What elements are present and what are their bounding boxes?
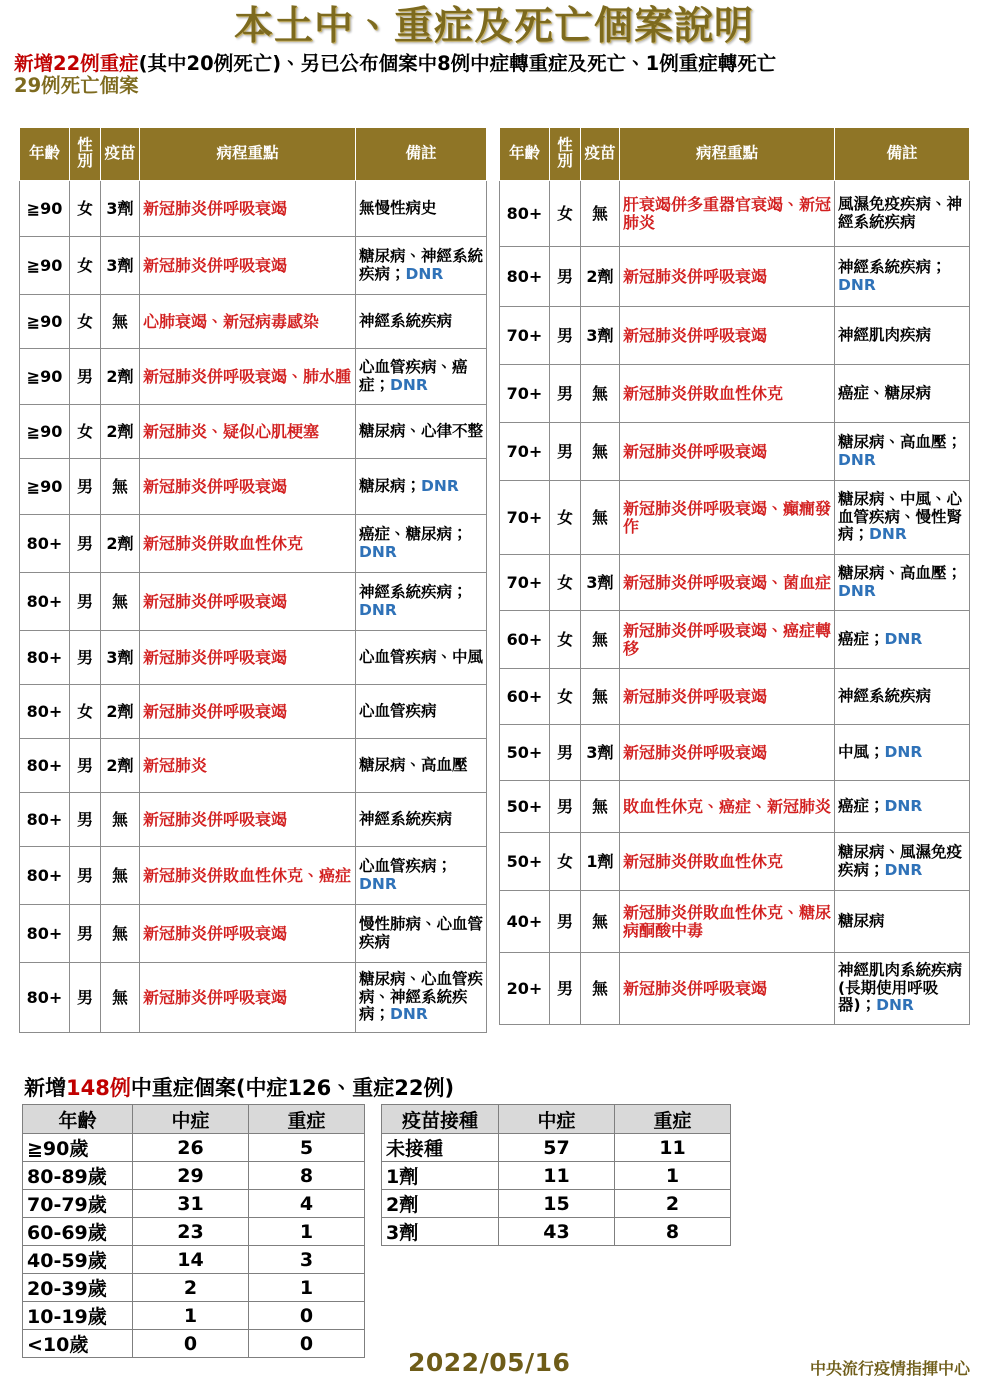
cell-vaccine: 無 <box>581 781 620 833</box>
case-row <box>20 847 487 905</box>
case-row <box>20 685 487 739</box>
case-table-header-row <box>20 128 487 181</box>
col-header-vaccine: 疫苗 <box>101 128 140 181</box>
cell-course: 新冠肺炎、疑似心肌梗塞 <box>140 405 356 459</box>
cell-note: 糖尿病、高血壓；DNR <box>835 423 970 481</box>
cell-course: 新冠肺炎併呼吸衰竭 <box>140 237 356 295</box>
dnr-tag: DNR <box>884 860 923 879</box>
cell-vaccine: 2劑 <box>101 739 140 793</box>
cell-sex: 男 <box>70 793 101 847</box>
age-summary-wrapper <box>22 1104 364 1358</box>
cell-age: 70+ <box>500 365 550 423</box>
cell-note: 神經系統疾病 <box>356 295 487 349</box>
cell-course: 新冠肺炎併呼吸衰竭、菌血症 <box>620 555 835 611</box>
vaccine-summary-row <box>382 1190 731 1218</box>
cell-course: 新冠肺炎併呼吸衰竭 <box>140 685 356 739</box>
cell-sex: 女 <box>70 405 101 459</box>
case-row <box>20 405 487 459</box>
cell-sex: 男 <box>550 725 581 781</box>
case-table-left-body <box>20 181 487 1033</box>
cell-label: 40-59歲 <box>23 1246 133 1274</box>
age-summary-row <box>23 1246 365 1274</box>
cell-age: 80+ <box>20 739 70 793</box>
age-summary-row <box>23 1302 365 1330</box>
cell-sex: 男 <box>550 953 581 1025</box>
cell-note: 糖尿病 <box>835 891 970 953</box>
cell-course: 心肺衰竭、新冠病毒感染 <box>140 295 356 349</box>
cell-age: 50+ <box>500 833 550 891</box>
cell-label: <10歲 <box>23 1330 133 1358</box>
cell-note: 糖尿病、中風、心血管疾病、慢性腎病；DNR <box>835 481 970 555</box>
cell-sex: 女 <box>550 669 581 725</box>
cell-age: ≧90 <box>20 459 70 515</box>
case-row <box>20 631 487 685</box>
cell-note: 心血管疾病；DNR <box>356 847 487 905</box>
cell-label: 3劑 <box>382 1218 499 1246</box>
subtitle-highlight-severe: 新增22例重症 <box>14 51 139 75</box>
cell-label: 未接種 <box>382 1134 499 1162</box>
case-row <box>500 953 970 1025</box>
case-row <box>500 833 970 891</box>
vaccine-summary-table <box>381 1104 731 1246</box>
cell-course: 新冠肺炎併呼吸衰竭 <box>140 905 356 963</box>
cell-age: 80+ <box>20 793 70 847</box>
cell-note: 心血管疾病、癌症；DNR <box>356 349 487 405</box>
cell-course: 新冠肺炎併呼吸衰竭 <box>140 181 356 237</box>
vaccine-summary-body <box>382 1134 731 1246</box>
cell-label: 20-39歲 <box>23 1274 133 1302</box>
vax-col-header-severe: 重症 <box>615 1105 731 1134</box>
cell-age: ≧90 <box>20 181 70 237</box>
footer <box>0 1348 988 1388</box>
cell-severe: 0 <box>249 1302 365 1330</box>
cell-age: ≧90 <box>20 295 70 349</box>
cell-age: 70+ <box>500 423 550 481</box>
case-row <box>20 963 487 1033</box>
cell-vaccine: 無 <box>101 295 140 349</box>
cell-sex: 男 <box>550 365 581 423</box>
cell-label: 60-69歲 <box>23 1218 133 1246</box>
dnr-tag: DNR <box>390 1005 428 1024</box>
vaccine-summary-row <box>382 1218 731 1246</box>
cell-note: 神經肌肉系統疾病(長期使用呼吸器)；DNR <box>835 953 970 1025</box>
cell-vaccine: 3劑 <box>581 555 620 611</box>
cell-note: 神經系統疾病 <box>356 793 487 847</box>
vaccine-summary-row <box>382 1134 731 1162</box>
cell-sex: 男 <box>550 247 581 307</box>
cell-note: 無慢性病史 <box>356 181 487 237</box>
age-summary-row <box>23 1162 365 1190</box>
summary-heading <box>24 1072 454 1102</box>
case-row <box>20 905 487 963</box>
cell-note: 神經系統疾病 <box>835 669 970 725</box>
case-row <box>500 181 970 247</box>
dnr-tag: DNR <box>884 796 923 815</box>
footer-organization: 中央流行疫情指揮中心 <box>809 1359 970 1378</box>
summary-heading-count: 148例 <box>66 1076 131 1100</box>
cell-age: 70+ <box>500 555 550 611</box>
cell-sex: 男 <box>70 631 101 685</box>
dnr-tag: DNR <box>359 600 397 619</box>
cell-moderate: 0 <box>133 1330 249 1358</box>
cell-sex: 女 <box>550 181 581 247</box>
cell-moderate: 26 <box>133 1134 249 1162</box>
case-table-left <box>19 127 487 1033</box>
cell-note: 癌症；DNR <box>835 781 970 833</box>
cell-severe: 1 <box>249 1218 365 1246</box>
cell-sex: 男 <box>550 891 581 953</box>
cell-age: 80+ <box>20 905 70 963</box>
cell-label: 80-89歲 <box>23 1162 133 1190</box>
case-row <box>20 349 487 405</box>
cell-vaccine: 無 <box>101 905 140 963</box>
cell-label: 1劑 <box>382 1162 499 1190</box>
cell-vaccine: 3劑 <box>101 631 140 685</box>
cell-note: 糖尿病、神經系統疾病；DNR <box>356 237 487 295</box>
cell-sex: 男 <box>70 573 101 631</box>
cell-age: ≧90 <box>20 349 70 405</box>
cell-label: 2劑 <box>382 1190 499 1218</box>
cell-severe: 3 <box>249 1246 365 1274</box>
cell-sex: 男 <box>550 423 581 481</box>
cell-course: 新冠肺炎併呼吸衰竭、癌症轉移 <box>620 611 835 669</box>
cell-vaccine: 2劑 <box>101 685 140 739</box>
age-col-header-moderate: 中症 <box>133 1105 249 1134</box>
cell-vaccine: 無 <box>581 181 620 247</box>
age-summary-body <box>23 1134 365 1358</box>
age-col-header-severe: 重症 <box>249 1105 365 1134</box>
cell-age: 80+ <box>500 181 550 247</box>
case-row <box>500 555 970 611</box>
cell-note: 糖尿病、心律不整 <box>356 405 487 459</box>
cell-vaccine: 無 <box>101 573 140 631</box>
dnr-tag: DNR <box>838 450 876 469</box>
cell-sex: 女 <box>70 685 101 739</box>
cell-age: 80+ <box>20 631 70 685</box>
summary-heading-post: 中重症個案(中症126、重症22例) <box>130 1076 455 1100</box>
cell-course: 敗血性休克、癌症、新冠肺炎 <box>620 781 835 833</box>
cell-note: 癌症、糖尿病 <box>835 365 970 423</box>
cell-age: ≧90 <box>20 405 70 459</box>
cell-course: 新冠肺炎併敗血性休克 <box>140 515 356 573</box>
cell-note: 中風；DNR <box>835 725 970 781</box>
cell-note: 糖尿病、風濕免疫疾病；DNR <box>835 833 970 891</box>
cell-note: 糖尿病；DNR <box>356 459 487 515</box>
case-table-right-body <box>500 181 970 1025</box>
cell-vaccine: 3劑 <box>581 307 620 365</box>
case-row <box>20 515 487 573</box>
title-block <box>0 0 988 49</box>
col-header-course: 病程重點 <box>620 128 835 181</box>
vaccine-summary-wrapper <box>381 1104 730 1246</box>
dnr-tag: DNR <box>390 375 428 394</box>
cell-course: 新冠肺炎併呼吸衰竭 <box>620 953 835 1025</box>
cell-note: 風濕免疫疾病、神經系統疾病 <box>835 181 970 247</box>
cell-age: 80+ <box>20 847 70 905</box>
cell-age: 80+ <box>20 963 70 1033</box>
cell-vaccine: 無 <box>101 793 140 847</box>
cell-note: 慢性肺病、心血管疾病 <box>356 905 487 963</box>
dnr-tag: DNR <box>884 742 923 761</box>
cell-vaccine: 2劑 <box>581 247 620 307</box>
case-row <box>500 307 970 365</box>
cell-severe: 1 <box>615 1162 731 1190</box>
cell-course: 新冠肺炎併敗血性休克、癌症 <box>140 847 356 905</box>
cell-severe: 5 <box>249 1134 365 1162</box>
cell-age: 70+ <box>500 481 550 555</box>
cell-age: 80+ <box>500 247 550 307</box>
cell-note: 癌症；DNR <box>835 611 970 669</box>
cell-sex: 女 <box>70 295 101 349</box>
cell-severe: 1 <box>249 1274 365 1302</box>
cell-sex: 男 <box>550 307 581 365</box>
cell-course: 新冠肺炎併呼吸衰竭 <box>620 423 835 481</box>
cell-note: 神經系統疾病；DNR <box>356 573 487 631</box>
cell-vaccine: 無 <box>581 481 620 555</box>
cell-vaccine: 無 <box>581 891 620 953</box>
subtitle-line-2: 29例死亡個案 <box>14 73 139 97</box>
cell-course: 新冠肺炎併呼吸衰竭 <box>140 459 356 515</box>
cell-course: 新冠肺炎併敗血性休克 <box>620 833 835 891</box>
cell-vaccine: 3劑 <box>101 181 140 237</box>
cell-severe: 0 <box>249 1330 365 1358</box>
cell-age: 80+ <box>20 515 70 573</box>
cell-sex: 女 <box>70 181 101 237</box>
cell-moderate: 2 <box>133 1274 249 1302</box>
subtitle-line-1 <box>14 53 978 75</box>
cell-sex: 女 <box>550 611 581 669</box>
case-row <box>20 181 487 237</box>
cell-vaccine: 無 <box>101 847 140 905</box>
col-header-course: 病程重點 <box>140 128 356 181</box>
cell-sex: 男 <box>70 739 101 793</box>
cell-note: 糖尿病、心血管疾病、神經系統疾病；DNR <box>356 963 487 1033</box>
cell-age: ≧90 <box>20 237 70 295</box>
cell-vaccine: 2劑 <box>101 515 140 573</box>
dnr-tag: DNR <box>838 275 876 294</box>
col-header-sex: 性別 <box>550 128 581 181</box>
cell-moderate: 57 <box>499 1134 615 1162</box>
cell-severe: 8 <box>249 1162 365 1190</box>
cell-vaccine: 3劑 <box>581 725 620 781</box>
cell-age: 50+ <box>500 725 550 781</box>
age-summary-header-row <box>23 1105 365 1134</box>
cell-moderate: 14 <box>133 1246 249 1274</box>
cell-course: 新冠肺炎併呼吸衰竭 <box>620 307 835 365</box>
cell-age: 60+ <box>500 669 550 725</box>
cell-moderate: 43 <box>499 1218 615 1246</box>
cell-note: 神經肌肉疾病 <box>835 307 970 365</box>
cell-note: 糖尿病、高血壓；DNR <box>835 555 970 611</box>
age-col-header-age: 年齡 <box>23 1105 133 1134</box>
case-row <box>20 459 487 515</box>
cell-note: 糖尿病、高血壓 <box>356 739 487 793</box>
col-header-vaccine: 疫苗 <box>581 128 620 181</box>
cell-course: 新冠肺炎併呼吸衰竭 <box>140 573 356 631</box>
cell-note: 癌症、糖尿病；DNR <box>356 515 487 573</box>
cell-moderate: 15 <box>499 1190 615 1218</box>
cell-severe: 4 <box>249 1190 365 1218</box>
cell-sex: 男 <box>70 963 101 1033</box>
cell-course: 肝衰竭併多重器官衰竭、新冠肺炎 <box>620 181 835 247</box>
cell-course: 新冠肺炎 <box>140 739 356 793</box>
col-header-note: 備註 <box>835 128 970 181</box>
cell-course: 新冠肺炎併敗血性休克、糖尿病酮酸中毒 <box>620 891 835 953</box>
case-row <box>20 739 487 793</box>
cell-course: 新冠肺炎併呼吸衰竭 <box>140 793 356 847</box>
vaccine-summary-row <box>382 1162 731 1190</box>
case-row <box>500 423 970 481</box>
dnr-tag: DNR <box>869 525 907 544</box>
cell-age: 80+ <box>20 573 70 631</box>
cell-vaccine: 2劑 <box>101 405 140 459</box>
subtitle-block <box>0 49 988 97</box>
case-row <box>500 611 970 669</box>
dnr-tag: DNR <box>838 581 876 600</box>
cell-sex: 女 <box>550 555 581 611</box>
case-row <box>500 781 970 833</box>
cell-sex: 男 <box>550 781 581 833</box>
col-header-age: 年齡 <box>500 128 550 181</box>
cell-label: ≧90歲 <box>23 1134 133 1162</box>
col-header-note: 備註 <box>356 128 487 181</box>
cell-age: 60+ <box>500 611 550 669</box>
cell-sex: 男 <box>70 905 101 963</box>
case-row <box>500 481 970 555</box>
case-table-right <box>499 127 970 1025</box>
cell-note: 心血管疾病、中風 <box>356 631 487 685</box>
cell-vaccine: 3劑 <box>101 237 140 295</box>
subtitle-rest: (其中20例死亡)、另已公布個案中8例中症轉重症及死亡、1例重症轉死亡 <box>138 51 777 75</box>
cell-severe: 2 <box>615 1190 731 1218</box>
case-row <box>500 725 970 781</box>
cell-course: 新冠肺炎併呼吸衰竭、癲癇發作 <box>620 481 835 555</box>
cell-course: 新冠肺炎併呼吸衰竭 <box>620 669 835 725</box>
age-summary-table <box>22 1104 365 1358</box>
cell-vaccine: 1劑 <box>581 833 620 891</box>
cell-vaccine: 無 <box>581 423 620 481</box>
cell-sex: 男 <box>70 847 101 905</box>
dnr-tag: DNR <box>405 264 444 283</box>
cell-course: 新冠肺炎併呼吸衰竭 <box>620 247 835 307</box>
case-row <box>20 295 487 349</box>
cell-sex: 男 <box>70 459 101 515</box>
summary-heading-pre: 新增 <box>24 1076 66 1100</box>
case-row <box>500 891 970 953</box>
case-table-left-wrapper <box>19 127 486 1033</box>
cell-age: 50+ <box>500 781 550 833</box>
dnr-tag: DNR <box>884 629 923 648</box>
cell-age: 20+ <box>500 953 550 1025</box>
case-row <box>20 793 487 847</box>
dnr-tag: DNR <box>876 996 914 1015</box>
cell-severe: 8 <box>615 1218 731 1246</box>
vaccine-summary-header-row <box>382 1105 731 1134</box>
case-row <box>500 247 970 307</box>
case-table-right-wrapper <box>499 127 969 1025</box>
cell-vaccine: 無 <box>581 953 620 1025</box>
case-row <box>20 237 487 295</box>
cell-moderate: 31 <box>133 1190 249 1218</box>
cell-vaccine: 無 <box>101 963 140 1033</box>
cell-label: 10-19歲 <box>23 1302 133 1330</box>
cell-moderate: 29 <box>133 1162 249 1190</box>
cell-sex: 男 <box>70 515 101 573</box>
cell-course: 新冠肺炎併呼吸衰竭 <box>140 963 356 1033</box>
dnr-tag: DNR <box>359 874 397 893</box>
case-table-header-row <box>500 128 970 181</box>
case-row <box>20 573 487 631</box>
case-row <box>500 669 970 725</box>
cell-note: 神經系統疾病；DNR <box>835 247 970 307</box>
page-title: 本土中、重症及死亡個案說明 <box>233 4 754 49</box>
age-summary-row <box>23 1134 365 1162</box>
cell-label: 70-79歲 <box>23 1190 133 1218</box>
cell-moderate: 1 <box>133 1302 249 1330</box>
cell-note: 心血管疾病 <box>356 685 487 739</box>
age-summary-row <box>23 1274 365 1302</box>
cell-sex: 女 <box>550 481 581 555</box>
cell-age: 40+ <box>500 891 550 953</box>
age-summary-row <box>23 1218 365 1246</box>
cell-vaccine: 無 <box>101 459 140 515</box>
cell-course: 新冠肺炎併呼吸衰竭、肺水腫 <box>140 349 356 405</box>
vax-col-header-dose: 疫苗接種 <box>382 1105 499 1134</box>
cell-sex: 男 <box>70 349 101 405</box>
vax-col-header-moderate: 中症 <box>499 1105 615 1134</box>
cell-moderate: 11 <box>499 1162 615 1190</box>
cell-moderate: 23 <box>133 1218 249 1246</box>
cell-sex: 女 <box>550 833 581 891</box>
cell-severe: 11 <box>615 1134 731 1162</box>
dnr-tag: DNR <box>421 476 459 495</box>
cell-course: 新冠肺炎併呼吸衰竭 <box>620 725 835 781</box>
age-summary-row <box>23 1190 365 1218</box>
cell-age: 80+ <box>20 685 70 739</box>
col-header-sex: 性別 <box>70 128 101 181</box>
case-row <box>500 365 970 423</box>
col-header-age: 年齡 <box>20 128 70 181</box>
cell-vaccine: 2劑 <box>101 349 140 405</box>
footer-date: 2022/05/16 <box>408 1348 571 1377</box>
cell-age: 70+ <box>500 307 550 365</box>
cell-sex: 女 <box>70 237 101 295</box>
cell-vaccine: 無 <box>581 611 620 669</box>
cell-vaccine: 無 <box>581 365 620 423</box>
cell-vaccine: 無 <box>581 669 620 725</box>
cell-course: 新冠肺炎併敗血性休克 <box>620 365 835 423</box>
cell-course: 新冠肺炎併呼吸衰竭 <box>140 631 356 685</box>
dnr-tag: DNR <box>359 542 397 561</box>
